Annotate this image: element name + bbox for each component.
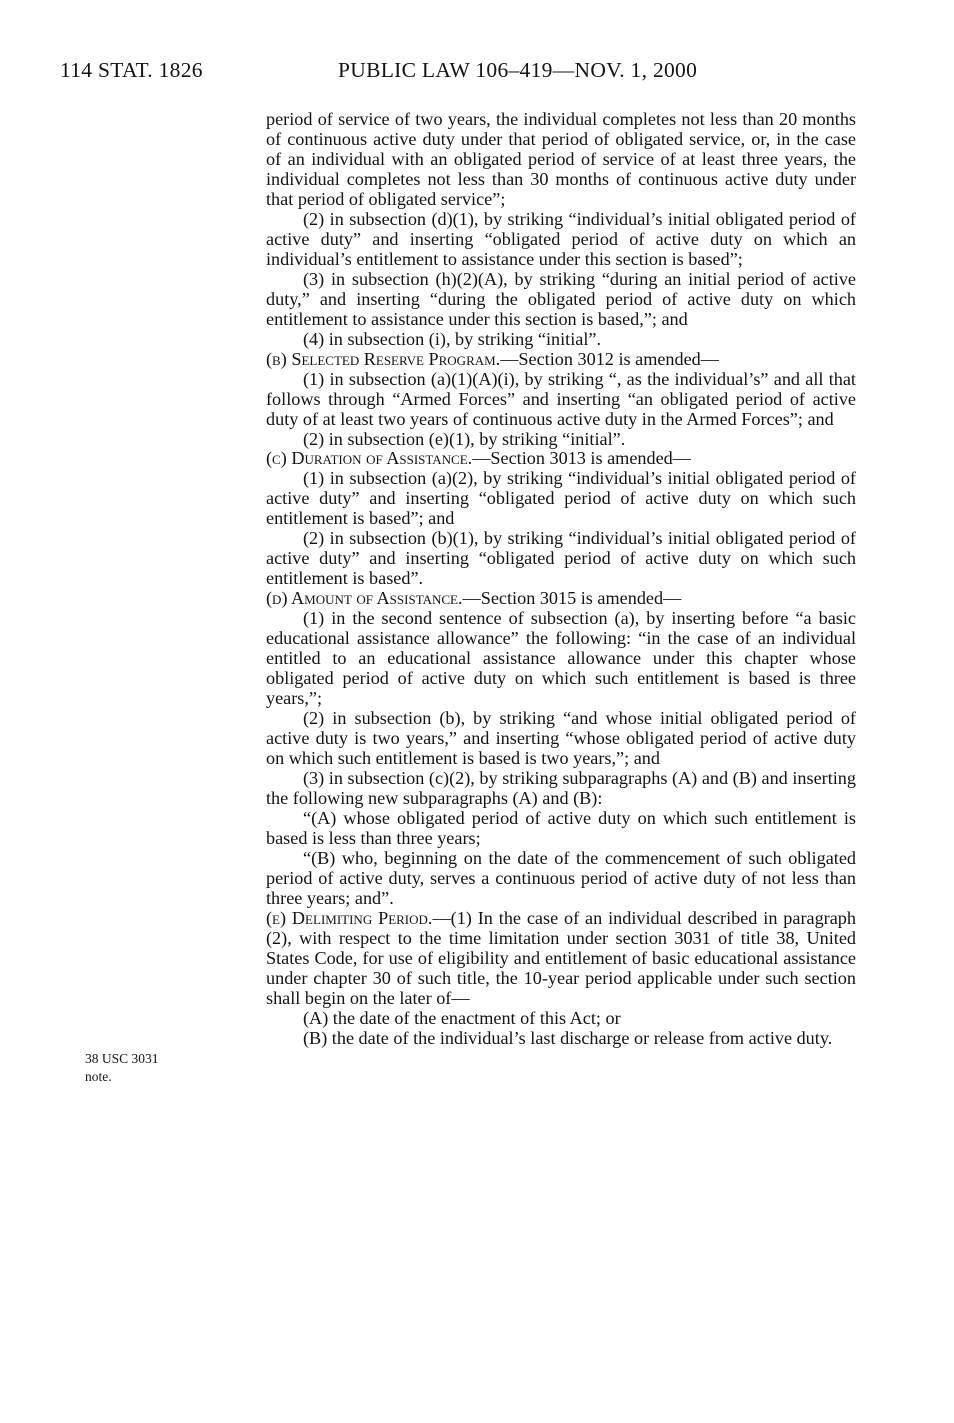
section-b-title: (b) Selected Reserve Program.: [266, 348, 501, 369]
section-c-title: (c) Duration of Assistance.: [266, 448, 473, 469]
section-c-text: —Section 3013 is amended—: [472, 448, 691, 469]
paragraph-b1: (1) in subsection (a)(1)(A)(i), by striking “, as the individual’s” and all that follows through “Armed Forces” and inserting “an obligated period of active duty of at least two years of continuous active duty in the Armed Forces”; and: [266, 368, 856, 429]
paragraph-a2: (2) in subsection (d)(1), by striking “individual’s initial obligated period of active duty” and inserting “obligated period of active duty on which an individual’s entitlement to assistance under this section is based”;: [266, 208, 856, 269]
paragraph-eB: (B) the date of the individual’s last discharge or release from active duty.: [303, 1027, 833, 1048]
quoted-subparagraph-b: “(B) who, beginning on the date of the commencement of such obligated period of active duty, serves a continuous period of active duty of not less than three years; and”.: [266, 847, 856, 908]
section-b-heading: [266, 350, 856, 370]
paragraph-a3: (3) in subsection (h)(2)(A), by striking “during an initial period of active duty,” and inserting “during the obligated period of active duty on which entitlement to assistance under this section is based,”; and: [266, 268, 856, 329]
paragraph-continued: period of service of two years, the individual completes not less than 20 months of continuous active duty under that period of obligated service, or, in the case of an individual with an obligated period of service of at least three years, the individual completes not less than 30 months of continuous active duty under that period of obligated service”;: [266, 109, 856, 209]
section-b-text: —Section 3012 is amended—: [500, 348, 719, 369]
section-d-heading: [266, 589, 856, 609]
page-header: [0, 58, 954, 98]
document-body: [266, 110, 856, 1049]
paragraph-d2: (2) in subsection (b), by striking “and whose initial obligated period of active duty is two years,” and inserting “whose obligated period of active duty on which such entitlement is based is two years,”; and: [266, 708, 856, 768]
paragraph-c1: (1) in subsection (a)(2), by striking “individual’s initial obligated period of active duty” and inserting “obligated period of active duty on which such entitlement is based”; and: [266, 468, 856, 529]
margin-note-citation: 38 USC 3031: [85, 1051, 159, 1066]
paragraph-d1: (1) in the second sentence of subsection (a), by inserting before “a basic educational assistance allowance” the following: “in the case of an individual entitled to an educational assistance allowance under this chapter whose obligated period of active duty on which such entitlement is based is three years,”;: [266, 608, 856, 709]
statute-page-number: 114 STAT. 1826: [60, 58, 203, 82]
paragraph-d3: (3) in subsection (c)(2), by striking subparagraphs (A) and (B) and inserting the following new subparagraphs (A) and (B):: [266, 767, 856, 808]
section-d-text: —Section 3015 is amended—: [462, 588, 682, 609]
section-e-text: —(1) In the case of an individual described in paragraph (2), with respect to the time limitation under section 3031 of title 38, United States Code, for use of eligibility and entitlement of basic educational assistance under chapter 30 of such title, the 10-year period applicable under such section shall begin on the later of—: [266, 907, 856, 1008]
quoted-subparagraph-a: “(A) whose obligated period of active duty on which such entitlement is based is less than three years;: [266, 807, 856, 848]
margin-note: [85, 1050, 195, 1086]
paragraph-c2: (2) in subsection (b)(1), by striking “individual’s initial obligated period of active duty” and inserting “obligated period of active duty on which such entitlement is based”.: [266, 528, 856, 589]
running-title: PUBLIC LAW 106–419—NOV. 1, 2000: [338, 58, 698, 82]
section-c-heading: [266, 449, 856, 469]
section-e-title: (e) Delimiting Period.: [266, 907, 433, 928]
paragraph-b2: (2) in subsection (e)(1), by striking “initial”.: [303, 428, 626, 449]
section-e-heading: [266, 909, 856, 1009]
paragraph-a4: (4) in subsection (i), by striking “initial”.: [303, 328, 602, 349]
paragraph-eA: (A) the date of the enactment of this Act; or: [303, 1007, 621, 1028]
section-d-title: (d) Amount of Assistance.: [266, 588, 463, 609]
margin-note-label: note.: [85, 1069, 112, 1084]
